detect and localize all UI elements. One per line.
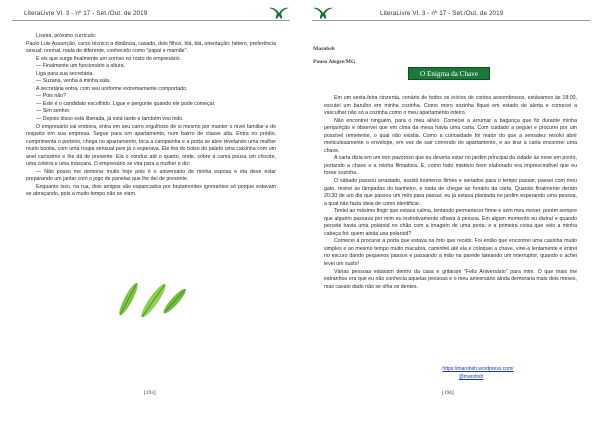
paragraph: Comecei a procurar a porta que estava na foto que recebi. Foi então que encontrei uma casinha muito simples e ao mesmo tempo muito macabra, caminhei até ela e coloquei a chave, virei-a lentamente e entrei no escuro dando pequenos passos e passando a mão na parede tateando um interruptor, quando o achei levei um susto!: [324, 238, 577, 268]
bird-icon: [268, 5, 290, 21]
header-rule: [12, 20, 290, 21]
author-name: Marobsh: [313, 46, 335, 52]
left-header: [12, 7, 290, 23]
paragraph: Não encontrei ninguém, para o meu alívio. Comecei a arrumar a bagunça que fiz durante minha perquirição e observei que em cima da mesa havia uma carta. Com cuidado a peguei e procurei por um possível remetente, o qual não existia. Como a curiosidade foi maior do que a sensatez resolvi abrir meticulosamente o envelope, em vez de sair correndo do apartamento, e ao tirar a carta encontrei uma chave.: [324, 117, 577, 154]
paragraph: Paulo Luis Assunção, curso técnico a distância, casado, dois filhos, blá, blá, orientação: hétero, preferência sexual: normal, nada de diferente, conhecido como "papai e mamãe".: [26, 40, 276, 55]
author-city: Pouso Alegre/MG: [313, 59, 356, 65]
paragraph: — Não posso me demorar muito hoje pois é o aniversário de minha esposa e ela deve estar preparando um jantar com o jogo de panelas que lhe dei de presente.: [26, 168, 276, 183]
paragraph: Enquanto isso, na rua, dois amigos são espancados por brutamontes ignorantes só porque estavam se abraçando, pois a muito tempo não se viam.: [26, 183, 276, 198]
blog-link[interactable]: https://marobsh.wordpress.com/: [442, 366, 514, 372]
paragraph: Várias pessoas estavam dentro da casa e gritaram "Feliz Aniversário" para mim. O que mais me estranhou era que eu não conhecia aquelas pessoas e o meu aniversário ainda demoraria mais dois meses, mas cavalo dado não se olha os dentes.: [324, 268, 577, 290]
paragraph: A secretária entra, com seu uniforme extremamente comportado.: [36, 85, 188, 92]
paragraph: Lixeira, próximo currículo:: [36, 33, 97, 39]
paragraph: — Suzana, venha à minha sala.: [36, 78, 111, 85]
paragraph: Em um sexta-feira cinzenta, cenário de todos os inícios de contos assombrosos, estávamos às 18:00, escutei um barulho em minha cozinha. Como moro sozinha fiquei em estado de alerta e comecei a vasculhar não só a cozinha como o meu apartamento inteiro.: [324, 95, 577, 117]
paragraph: — Pois não?: [36, 93, 67, 100]
right-body-text: [324, 95, 577, 291]
paragraph: E eis que surge finalmente um sorriso no rosto do empresário.: [36, 55, 182, 62]
right-header-title: LiteraLivre Vl. 3 - nº 17 - Set./Out. de 2019: [380, 10, 504, 17]
paragraph: Tentei ao máximo fingir que estava calma, tentando permanecer firme e sem meu mover, porém sempre que alguém passava por mim eu instintivamente olhava à pessoa. Em algum momento eu distraí e quando percebi havia uma polaroid no chão com a imagem de uma porta; e a primeira coisa que veio a minha cabeça foi: quem ainda usa polaroid?: [324, 208, 577, 237]
header-rule: [312, 20, 590, 21]
paragraph: O sábado passou arrastado, assisti inúmeros filmes e seriados para o tempo passar, passei com meu gato, revirei as lâmpadas do banheiro, e nada de chegar ao horário da carta. Quando finalmente deram 20:30 de um dia que passou um mês para passar, eu já estava plantada no jardim esperando uma pessoa, a qual não fazia ideia de como identificar.: [324, 178, 577, 207]
page-number: [194]: [442, 390, 454, 396]
story-title: O Enigma da Chave: [408, 67, 490, 80]
paragraph: — Depois disso está liberada, já está tarde e também vou indo.: [36, 116, 184, 123]
paragraph: — Este é o candidato escolhido. Ligue e pergunte quando ele pode começar.: [36, 100, 216, 107]
right-header: [312, 7, 590, 23]
left-header-title: LiteraLivre Vl. 3 - nº 17 - Set./Out. de 2019: [24, 10, 148, 17]
paragraph: — Sim senhor.: [36, 108, 71, 115]
page-number: [193]: [144, 390, 156, 396]
left-body-text: [26, 33, 276, 199]
social-handle-link[interactable]: @marobsh: [458, 374, 484, 380]
paragraph: A carta dizia em um tom pavoroso que eu deveria estar no jardim principal da cidade às nove em ponto, portando a chave e a minha filmadora. E, como todo mistério bem elaborado era imprescindível que eu fosse sozinha.: [324, 155, 577, 177]
feather-icon: [108, 267, 198, 322]
paragraph: — Finalmente um funcionário a altura.: [36, 63, 126, 70]
paragraph: O empresário vai embora, entra em seu carro orgulhoso de si mesmo por manter o nível familiar e de respeito em sua empresa. Segue para um apartamento, num bairro de classe alta. Entra no prédio, cumprimenta o porteiro, chega no apartamento, toca a campainha e a porta se abre revelando uma mulher muito bonita, com uma roupa sensual pois já o esperava. Ele tira do bolso do paletó uma caixinha com um anel caríssimo e lhe dá de presente. Ela o conduz até o quarto, onde, sobre a cama pousa um chicote, uma coleira e uma máscara. O empresário se vira para a mulher e diz:: [26, 123, 276, 168]
paragraph: Liga para sua secretária.: [36, 70, 94, 77]
bird-icon: [312, 5, 334, 21]
